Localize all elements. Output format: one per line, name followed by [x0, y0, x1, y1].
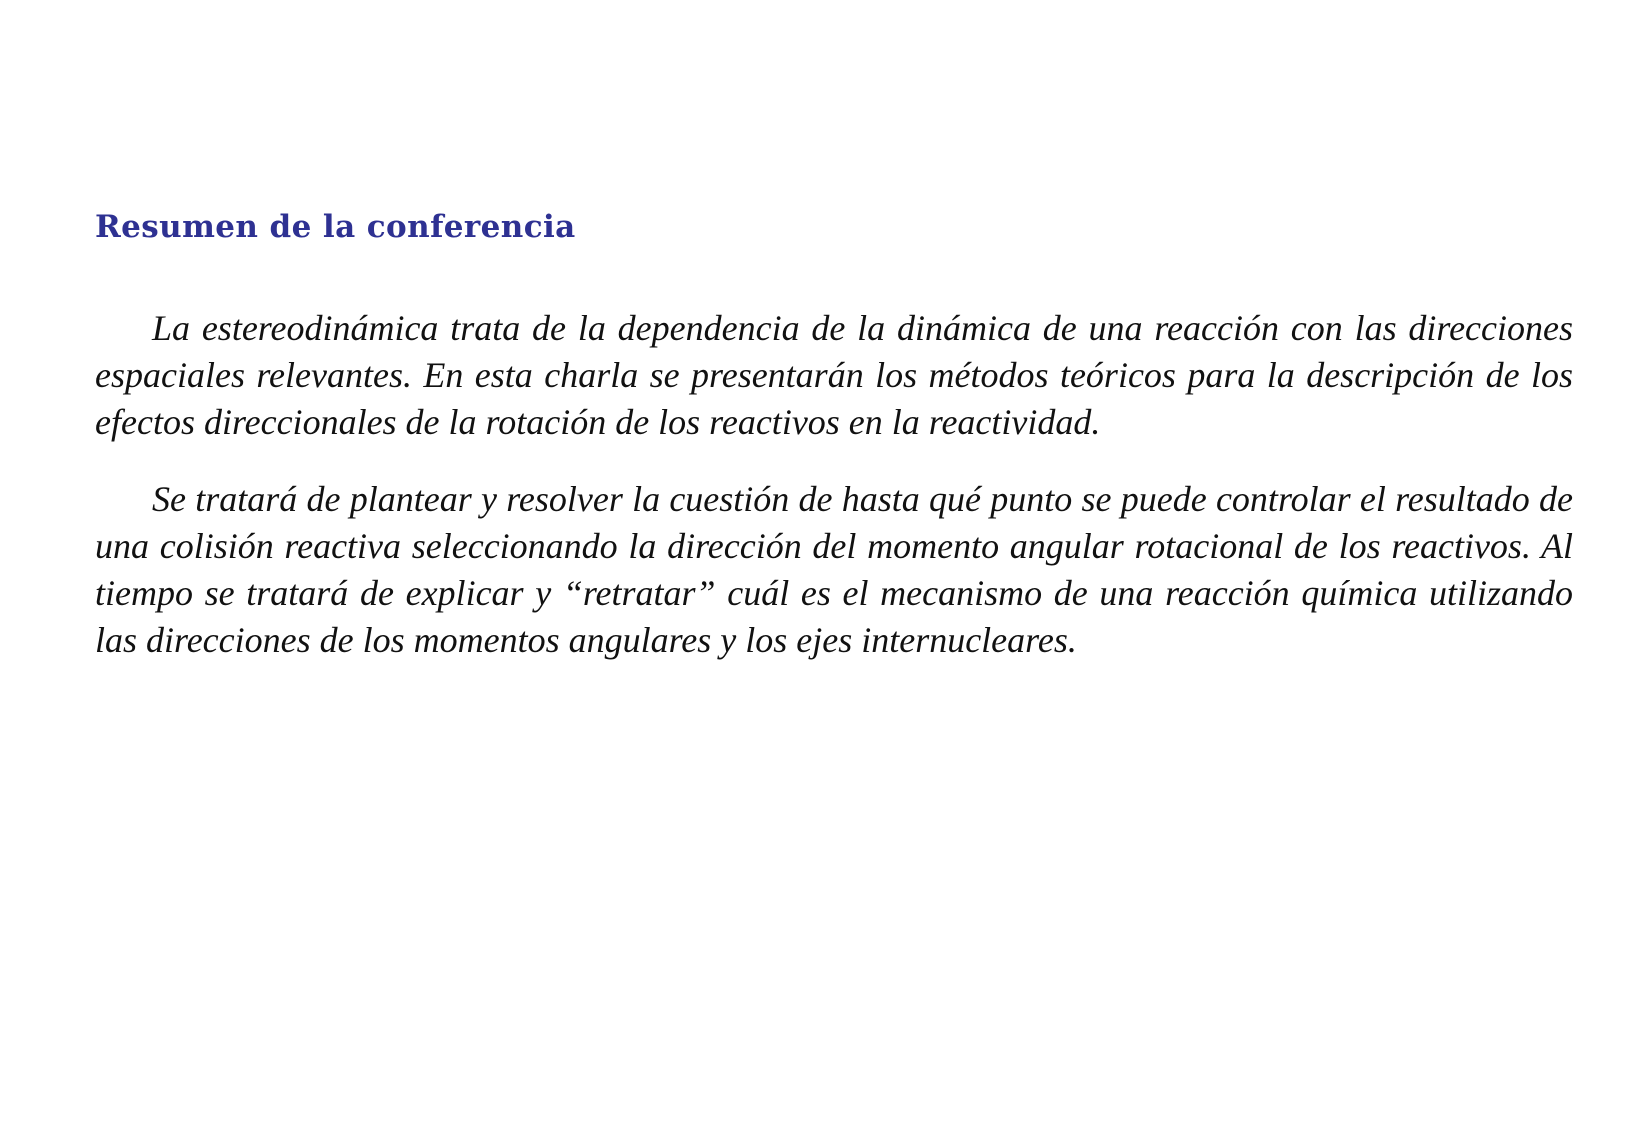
abstract-paragraph-1: La estereodinámica trata de la dependencia de la dinámica de una reacción con las direcciones espaciales relevantes. En esta charla se presentarán los métodos teóricos para la descripción de los efectos direccionales de la rotación de los reactivos en la reactividad. [95, 308, 1573, 442]
abstract-section [95, 205, 1573, 664]
abstract-paragraph-2: Se tratará de plantear y resolver la cuestión de hasta qué punto se puede controlar el resultado de una colisión reactiva seleccionando la dirección del momento angular rotacional de los reactivos. Al tiempo se tratará de explicar y “retratar” cuál es el mecanismo de una reacción química utilizando las direcciones de los momentos angulares y los ejes internucleares. [95, 479, 1573, 660]
section-heading: Resumen de la conferencia [95, 209, 576, 245]
